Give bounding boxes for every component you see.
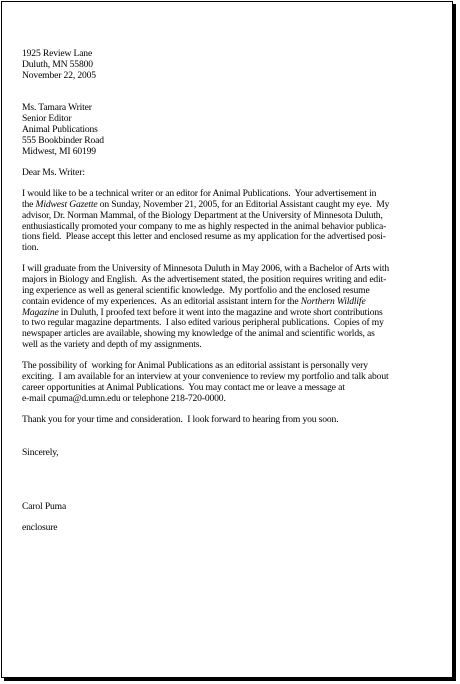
magazine-title: Northern Wildlife [300, 295, 366, 307]
paragraph-line: exciting. I am available for an interview at your convenience to review my portfolio and talk about [22, 371, 389, 383]
paragraph-intro [22, 189, 450, 254]
paragraph-line: I would like to be a technical writer or an editor for Animal Publications. Your advertisement in [22, 188, 377, 200]
cover-letter [22, 49, 450, 534]
paragraph-line: The possibility of working for Animal Publications as an editorial assistant is personally very [22, 360, 368, 372]
text-run: in Duluth, I proofed text before it went into the magazine and wrote short contributions [58, 306, 383, 318]
salutation: Dear Ms. Writer: [22, 166, 85, 178]
text-run: contain evidence of my experiences. As an editorial assistant intern for the [22, 295, 301, 307]
newspaper-title: Midwest Gazette [35, 198, 98, 210]
paragraph-line: to two regular magazine departments. I also edited various peripheral publications. Copies of my [22, 317, 384, 329]
paragraph-line: tion. [22, 242, 39, 254]
letter-date: November 22, 2005 [22, 69, 96, 81]
closing: Sincerely, [22, 446, 59, 458]
paragraph-line: majors in Biology and English. As the advertisement stated, the position requires writing and edit- [22, 274, 387, 286]
signature-name: Carol Puma [22, 500, 67, 512]
recipient-company: Animal Publications [22, 123, 98, 135]
magazine-title: Magazine [22, 306, 59, 318]
sender-city: Duluth, MN 55800 [22, 58, 93, 70]
letter-page [1, 1, 453, 678]
enclosure-note: enclosure [22, 521, 58, 533]
paragraph-line: career opportunities at Animal Publications. You may contact me or leave a message at [22, 381, 345, 393]
recipient-street: 555 Bookbinder Road [22, 134, 104, 146]
paragraph-availability [22, 361, 450, 404]
recipient-city: Midwest, MI 60199 [22, 145, 96, 157]
paragraph-line: enthusiastically promoted your company to me as highly respected in the animal behavior publica- [22, 220, 387, 232]
paragraph-line: e-mail cpuma@d.umn.edu or telephone 218-720-0000. [22, 392, 226, 404]
paragraph-line: advisor, Dr. Norman Mammal, of the Biology Department at the University of Minnesota Duluth, [22, 209, 383, 221]
paragraph-qualifications [22, 264, 450, 350]
paragraph-line: tions field. Please accept this letter and enclosed resume as my application for the advertised posi- [22, 231, 386, 243]
paragraph-line: newspaper articles are available, showing my knowledge of the animal and scientific worlds, as [22, 328, 375, 340]
paragraph-line: ing experience as well as general scientific knowledge. My portfolio and the enclosed resume [22, 285, 370, 297]
text-run: the [22, 198, 36, 210]
recipient-address [22, 103, 450, 157]
recipient-title: Senior Editor [22, 113, 72, 125]
text-run: on Sunday, November 21, 2005, for an Editorial Assistant caught my eye. My [97, 198, 390, 210]
paragraph-line: I will graduate from the University of Minnesota Duluth in May 2006, with a Bachelor of Arts with [22, 263, 389, 275]
recipient-name: Ms. Tamara Writer [22, 102, 92, 114]
paragraph-thanks: Thank you for your time and consideration. I look forward to hearing from you soon. [22, 414, 339, 426]
paragraph-line: well as the variety and depth of my assignments. [22, 339, 202, 351]
sender-street: 1925 Review Lane [22, 48, 93, 59]
sender-address [22, 49, 450, 81]
